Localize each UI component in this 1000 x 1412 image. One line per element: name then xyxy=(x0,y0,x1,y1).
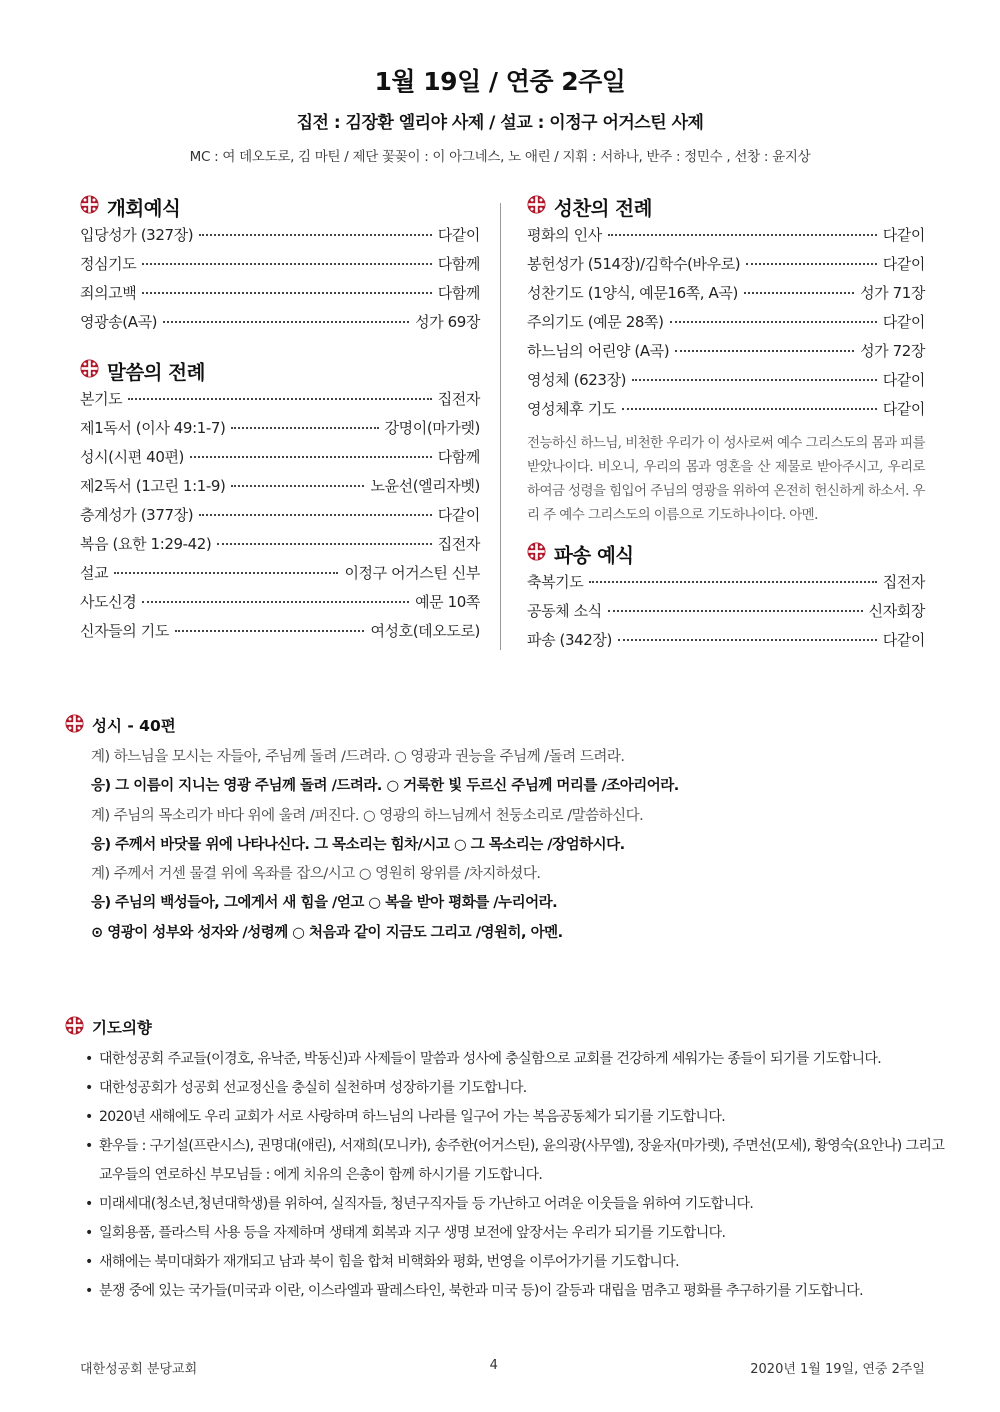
order-row xyxy=(80,446,480,475)
list-item xyxy=(85,1045,945,1074)
order-item-value: 노윤선(엘리자벳) xyxy=(370,477,480,495)
order-item-value: 다같이 xyxy=(437,506,480,524)
dot-leader xyxy=(608,610,863,612)
footer-church-name: 대한성공회 분당교회 xyxy=(80,1362,198,1377)
post-communion-prayer: 전능하신 하느님, 비천한 우리가 이 성사로써 예수 그리스도의 몸과 피를 받았나이다. 비오니, 우리의 몸과 영혼을 산 제물로 받아주시고, 우리로 하여금 성령을 힘입어 주님의 영광을 위하여 온전히 헌신하게 하소서. 우리 주 예수 그리스도의 이름으로 기도하나이다. 아멘. xyxy=(527,435,925,523)
section-title: 개회예식 xyxy=(107,197,181,220)
dot-leader xyxy=(190,456,432,458)
order-item-label: 영광송(A곡) xyxy=(80,313,158,331)
intentions-list xyxy=(85,1045,945,1306)
bullet: • xyxy=(85,1225,93,1241)
dot-leader xyxy=(199,514,432,516)
order-row xyxy=(527,571,925,600)
order-item-value: 다함께 xyxy=(437,284,480,302)
order-item-label: 죄의고백 xyxy=(80,284,137,302)
order-row xyxy=(80,562,480,591)
order-item-label: 신자들의 기도 xyxy=(80,622,169,640)
order-item-label: 본기도 xyxy=(80,390,123,408)
order-row xyxy=(80,417,480,446)
order-row xyxy=(527,600,925,629)
dot-leader xyxy=(670,321,877,323)
order-item-label: 복음 (요한 1:29-42) xyxy=(80,535,212,553)
order-item-value: 다같이 xyxy=(882,400,925,418)
list-item xyxy=(85,1190,945,1219)
order-row xyxy=(80,620,480,649)
psalm-line: ⊙ 영광이 성부와 성자와 /성령께 ○ 처음과 같이 지금도 그리고 /영원히, 아멘. xyxy=(91,924,563,941)
order-item-value: 집전자 xyxy=(882,573,925,591)
order-row xyxy=(80,533,480,562)
page-footer xyxy=(80,1358,925,1377)
cross-icon xyxy=(527,195,546,219)
psalm-line: 계) 주님의 목소리가 바다 위에 울려 /퍼진다. ○ 영광의 하느님께서 천둥소리로 /말씀하신다. xyxy=(91,807,644,824)
order-item-label: 영성체 (623장) xyxy=(527,371,627,389)
order-item-value: 다같이 xyxy=(882,226,925,244)
page-title: 1월 19일 / 연중 2주일 xyxy=(374,67,626,96)
order-row xyxy=(80,591,480,620)
dot-leader xyxy=(675,350,854,352)
order-item-value: 성가 71장 xyxy=(860,284,925,302)
intentions-heading xyxy=(65,1015,945,1039)
section-title: 성찬의 전례 xyxy=(554,197,652,220)
section-title: 말씀의 전례 xyxy=(107,361,205,384)
dot-leader xyxy=(231,427,378,429)
order-item-label: 층계성가 (377장) xyxy=(80,506,194,524)
dot-leader xyxy=(142,292,431,294)
psalm-heading xyxy=(65,713,945,737)
psalm-title: 성시 - 40편 xyxy=(92,717,176,735)
page-number: 4 xyxy=(489,1358,498,1373)
psalm-line: 응) 주께서 바닷물 위에 나타나신다. 그 목소리는 힘차/시고 ○ 그 목소리는 /장엄하시다. xyxy=(91,836,625,853)
psalm-line: 계) 주께서 거센 물결 위에 옥좌를 잡으/시고 ○ 영원히 왕위를 /차지하셨다. xyxy=(91,866,541,883)
order-item-label: 설교 xyxy=(80,564,109,582)
dot-leader xyxy=(142,263,431,265)
dot-leader xyxy=(744,292,854,294)
order-item-value: 다같이 xyxy=(882,313,925,331)
order-row xyxy=(80,388,480,417)
order-item-label: 제1독서 (이사 49:1-7) xyxy=(80,419,226,437)
order-item-value: 다같이 xyxy=(882,255,925,273)
intention-text: 일회용품, 플라스틱 사용 등을 자제하며 생태계 회복과 지구 생명 보전에 앞장서는 우리가 되기를 기도합니다. xyxy=(99,1225,726,1241)
dot-leader xyxy=(589,581,876,583)
intention-text: 새해에는 북미대화가 재개되고 남과 북이 힘을 합쳐 비핵화와 평화, 번영을 이루어가기를 기도합니다. xyxy=(99,1254,679,1270)
list-item xyxy=(85,1248,945,1277)
bullet: • xyxy=(85,1283,93,1299)
section-heading-dismissal xyxy=(527,537,925,571)
order-item-label: 입당성가 (327장) xyxy=(80,226,194,244)
intention-text: 대한성공회 주교들(이경호, 유낙준, 박동신)과 사제들이 말씀과 성사에 충실함으로 교회를 건강하게 세워가는 종들이 되기를 기도합니다. xyxy=(99,1051,882,1067)
intention-text: 환우들 : 구기설(프란시스), 권명대(애린), 서재희(모니카), 송주한(어거스틴), 윤의광(사무엘), 장윤자(마가렛), 주면선(모세), 황영숙(요안나) 그리고 교우들의 연로하신 부모님들 : 에게 치유의 은총이 함께 하시기를 기도합니다. xyxy=(99,1138,945,1183)
order-row xyxy=(527,282,925,311)
dot-leader xyxy=(618,639,877,641)
dot-leader xyxy=(175,630,365,632)
order-item-label: 주의기도 (예문 28쪽) xyxy=(527,313,664,331)
intention-text: 대한성공회가 성공회 선교정신을 충실히 실천하며 성장하기를 기도합니다. xyxy=(99,1080,527,1096)
psalm-line: 계) 하느님을 모시는 자들아, 주님께 돌려 /드려라. ○ 영광과 권능을 주님께 /돌려 드려라. xyxy=(91,749,625,765)
order-item-label: 영성체후 기도 xyxy=(527,400,616,418)
dot-leader xyxy=(746,263,876,265)
order-item-label: 하느님의 어린양 (A곡) xyxy=(527,342,670,360)
cross-icon xyxy=(65,714,84,737)
bullet: • xyxy=(85,1196,93,1212)
page-header xyxy=(0,62,1000,165)
dot-leader xyxy=(632,379,877,381)
section-heading-eucharist xyxy=(527,190,925,224)
page-subtitle: 집전 : 김장환 엘리야 사제 / 설교 : 이정구 어거스틴 사제 xyxy=(296,113,704,133)
word-list xyxy=(80,388,480,649)
bullet: • xyxy=(85,1138,93,1154)
order-row xyxy=(527,629,925,658)
order-row xyxy=(527,369,925,398)
order-item-value: 다같이 xyxy=(882,631,925,649)
cross-icon xyxy=(65,1016,84,1039)
ministry-credits: MC : 여 데오도로, 김 마틴 / 제단 꽃꽂이 : 이 아그네스, 노 애린 / 지휘 : 서하나, 반주 : 정민수 , 선창 : 윤지상 xyxy=(189,149,811,165)
psalm-lines xyxy=(91,743,945,948)
psalm-line: 응) 그 이름이 지니는 영광 주님께 돌려 /드려라. ○ 거룩한 빛 두르신 주님께 머리를 /조아리어라. xyxy=(91,778,679,795)
order-item-label: 제2독서 (1고린 1:1-9) xyxy=(80,477,226,495)
order-item-value: 여성호(데오도로) xyxy=(370,622,480,640)
intention-text: 미래세대(청소년,청년대학생)를 위하여, 실직자들, 청년구직자들 등 가난하고 어려운 이웃들을 위하여 기도합니다. xyxy=(99,1196,754,1212)
dot-leader xyxy=(163,321,409,323)
left-column xyxy=(80,190,480,649)
psalm-line: 응) 주님의 백성들아, 그에게서 새 힘을 /얻고 ○ 복을 받아 평화를 /누리어라. xyxy=(91,895,558,912)
eucharist-list xyxy=(527,224,925,427)
cross-icon xyxy=(80,359,99,383)
order-row xyxy=(527,224,925,253)
order-row xyxy=(80,475,480,504)
order-row xyxy=(80,504,480,533)
order-row xyxy=(527,253,925,282)
dot-leader xyxy=(622,408,877,410)
order-item-value: 이정구 어거스틴 신부 xyxy=(344,564,480,582)
dot-leader xyxy=(128,398,431,400)
order-row xyxy=(80,311,480,340)
order-item-label: 봉헌성가 (514장)/김학수(바우로) xyxy=(527,255,741,273)
psalm-section xyxy=(65,713,945,948)
opening-list xyxy=(80,224,480,340)
order-row xyxy=(527,340,925,369)
dot-leader xyxy=(217,543,431,545)
dot-leader xyxy=(199,234,432,236)
order-item-value: 강명이(마가렛) xyxy=(384,419,480,437)
order-row xyxy=(80,224,480,253)
list-item xyxy=(85,1219,945,1248)
dot-leader xyxy=(114,572,338,574)
order-item-label: 파송 (342장) xyxy=(527,631,612,649)
order-item-value: 다함께 xyxy=(437,255,480,273)
list-item xyxy=(85,1103,945,1132)
intentions-title: 기도의향 xyxy=(92,1019,152,1037)
order-item-label: 사도신경 xyxy=(80,593,137,611)
order-item-value: 집전자 xyxy=(437,390,480,408)
order-item-value: 성가 69장 xyxy=(415,313,480,331)
dot-leader xyxy=(608,234,877,236)
order-item-label: 성시(시편 40편) xyxy=(80,448,185,466)
list-item xyxy=(85,1074,945,1103)
order-item-value: 다같이 xyxy=(882,371,925,389)
bullet: • xyxy=(85,1080,93,1096)
bullet: • xyxy=(85,1254,93,1270)
intention-text: 분쟁 중에 있는 국가들(미국과 이란, 이스라엘과 팔레스타인, 북한과 미국 등)이 갈등과 대립을 멈추고 평화를 추구하기를 기도합니다. xyxy=(99,1283,863,1299)
section-title: 파송 예식 xyxy=(554,544,634,567)
order-item-label: 공동체 소식 xyxy=(527,602,602,620)
order-item-label: 성찬기도 (1양식, 예문16쪽, A곡) xyxy=(527,284,738,302)
bullet: • xyxy=(85,1051,93,1067)
order-item-label: 정심기도 xyxy=(80,255,137,273)
order-item-label: 축복기도 xyxy=(527,573,584,591)
section-heading-word xyxy=(80,354,480,388)
list-item xyxy=(85,1277,945,1306)
section-heading-opening xyxy=(80,190,480,224)
order-row xyxy=(80,282,480,311)
cross-icon xyxy=(80,195,99,219)
order-row xyxy=(80,253,480,282)
intentions-section xyxy=(65,1015,945,1306)
list-item xyxy=(85,1132,945,1190)
order-item-label: 평화의 인사 xyxy=(527,226,602,244)
order-item-value: 다같이 xyxy=(437,226,480,244)
order-item-value: 집전자 xyxy=(437,535,480,553)
intention-text: 2020년 새해에도 우리 교회가 서로 사랑하며 하느님의 나라를 일구어 가는 복음공동체가 되기를 기도합니다. xyxy=(99,1109,726,1125)
footer-date: 2020년 1월 19일, 연중 2주일 xyxy=(750,1362,925,1377)
right-column xyxy=(527,190,925,658)
cross-icon xyxy=(527,542,546,566)
order-row xyxy=(527,311,925,340)
dismissal-list xyxy=(527,571,925,658)
column-divider xyxy=(500,203,501,650)
order-row xyxy=(527,398,925,427)
order-item-value: 성가 72장 xyxy=(860,342,925,360)
bullet: • xyxy=(85,1109,93,1125)
order-item-value: 예문 10쪽 xyxy=(415,593,480,611)
order-item-value: 신자회장 xyxy=(868,602,925,620)
dot-leader xyxy=(231,485,364,487)
dot-leader xyxy=(142,601,409,603)
order-item-value: 다함께 xyxy=(437,448,480,466)
